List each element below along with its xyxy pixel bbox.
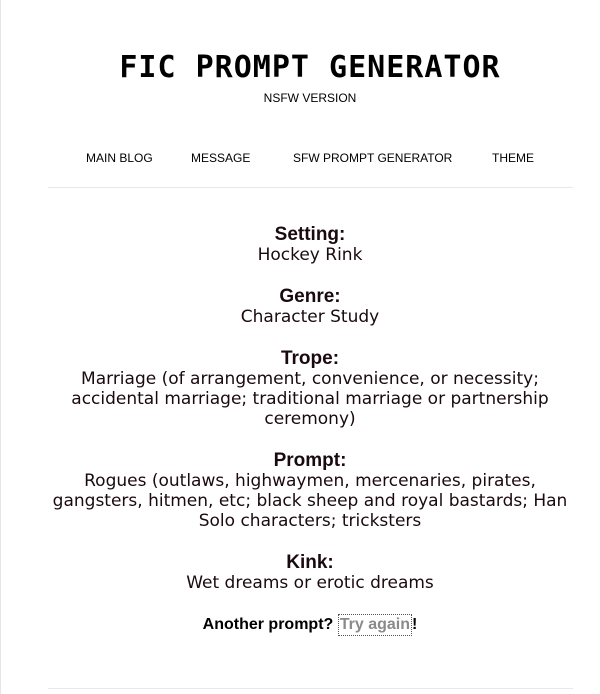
genre-value: Character Study	[240, 307, 380, 327]
trope-section	[40, 348, 580, 429]
nav-link-theme[interactable]: THEME	[492, 151, 534, 165]
try-again-link[interactable]: Try again	[338, 614, 412, 636]
kink-label: Kink:	[286, 552, 334, 573]
setting-label: Setting:	[274, 224, 346, 245]
prompt-result	[40, 224, 580, 636]
setting-section	[40, 224, 580, 265]
header-divider	[48, 187, 573, 188]
nav-link-sfw-prompt-generator[interactable]: SFW PROMPT GENERATOR	[293, 151, 453, 165]
site-title: FIC PROMPT GENERATOR	[119, 50, 501, 85]
site-header	[0, 50, 600, 105]
setting-value: Hockey Rink	[257, 245, 363, 265]
nav-link-main-blog[interactable]: MAIN BLOG	[86, 151, 153, 165]
kink-section	[40, 552, 580, 593]
kink-value: Wet dreams or erotic dreams	[186, 573, 434, 593]
prompt-value: Rogues (outlaws, highwaymen, mercenaries, pirates, gangsters, hitmen, etc; black sheep and royal bastards; Han Solo characters; tricksters	[52, 471, 568, 531]
try-again-suffix: !	[412, 616, 418, 633]
another-prompt-question: Another prompt?	[202, 616, 334, 633]
trope-label: Trope:	[280, 348, 340, 369]
another-prompt-row	[40, 614, 580, 636]
trope-value: Marriage (of arrangement, convenience, or necessity; accidental marriage; traditional marriage or partnership ceremony)	[71, 369, 549, 429]
site-subtitle: NSFW VERSION	[263, 91, 357, 105]
genre-section	[40, 286, 580, 327]
main-nav	[0, 151, 600, 167]
nav-link-message[interactable]: MESSAGE	[191, 151, 251, 165]
footer-divider	[48, 688, 573, 689]
genre-label: Genre:	[279, 286, 341, 307]
prompt-section	[40, 450, 580, 531]
prompt-label: Prompt:	[273, 450, 347, 471]
